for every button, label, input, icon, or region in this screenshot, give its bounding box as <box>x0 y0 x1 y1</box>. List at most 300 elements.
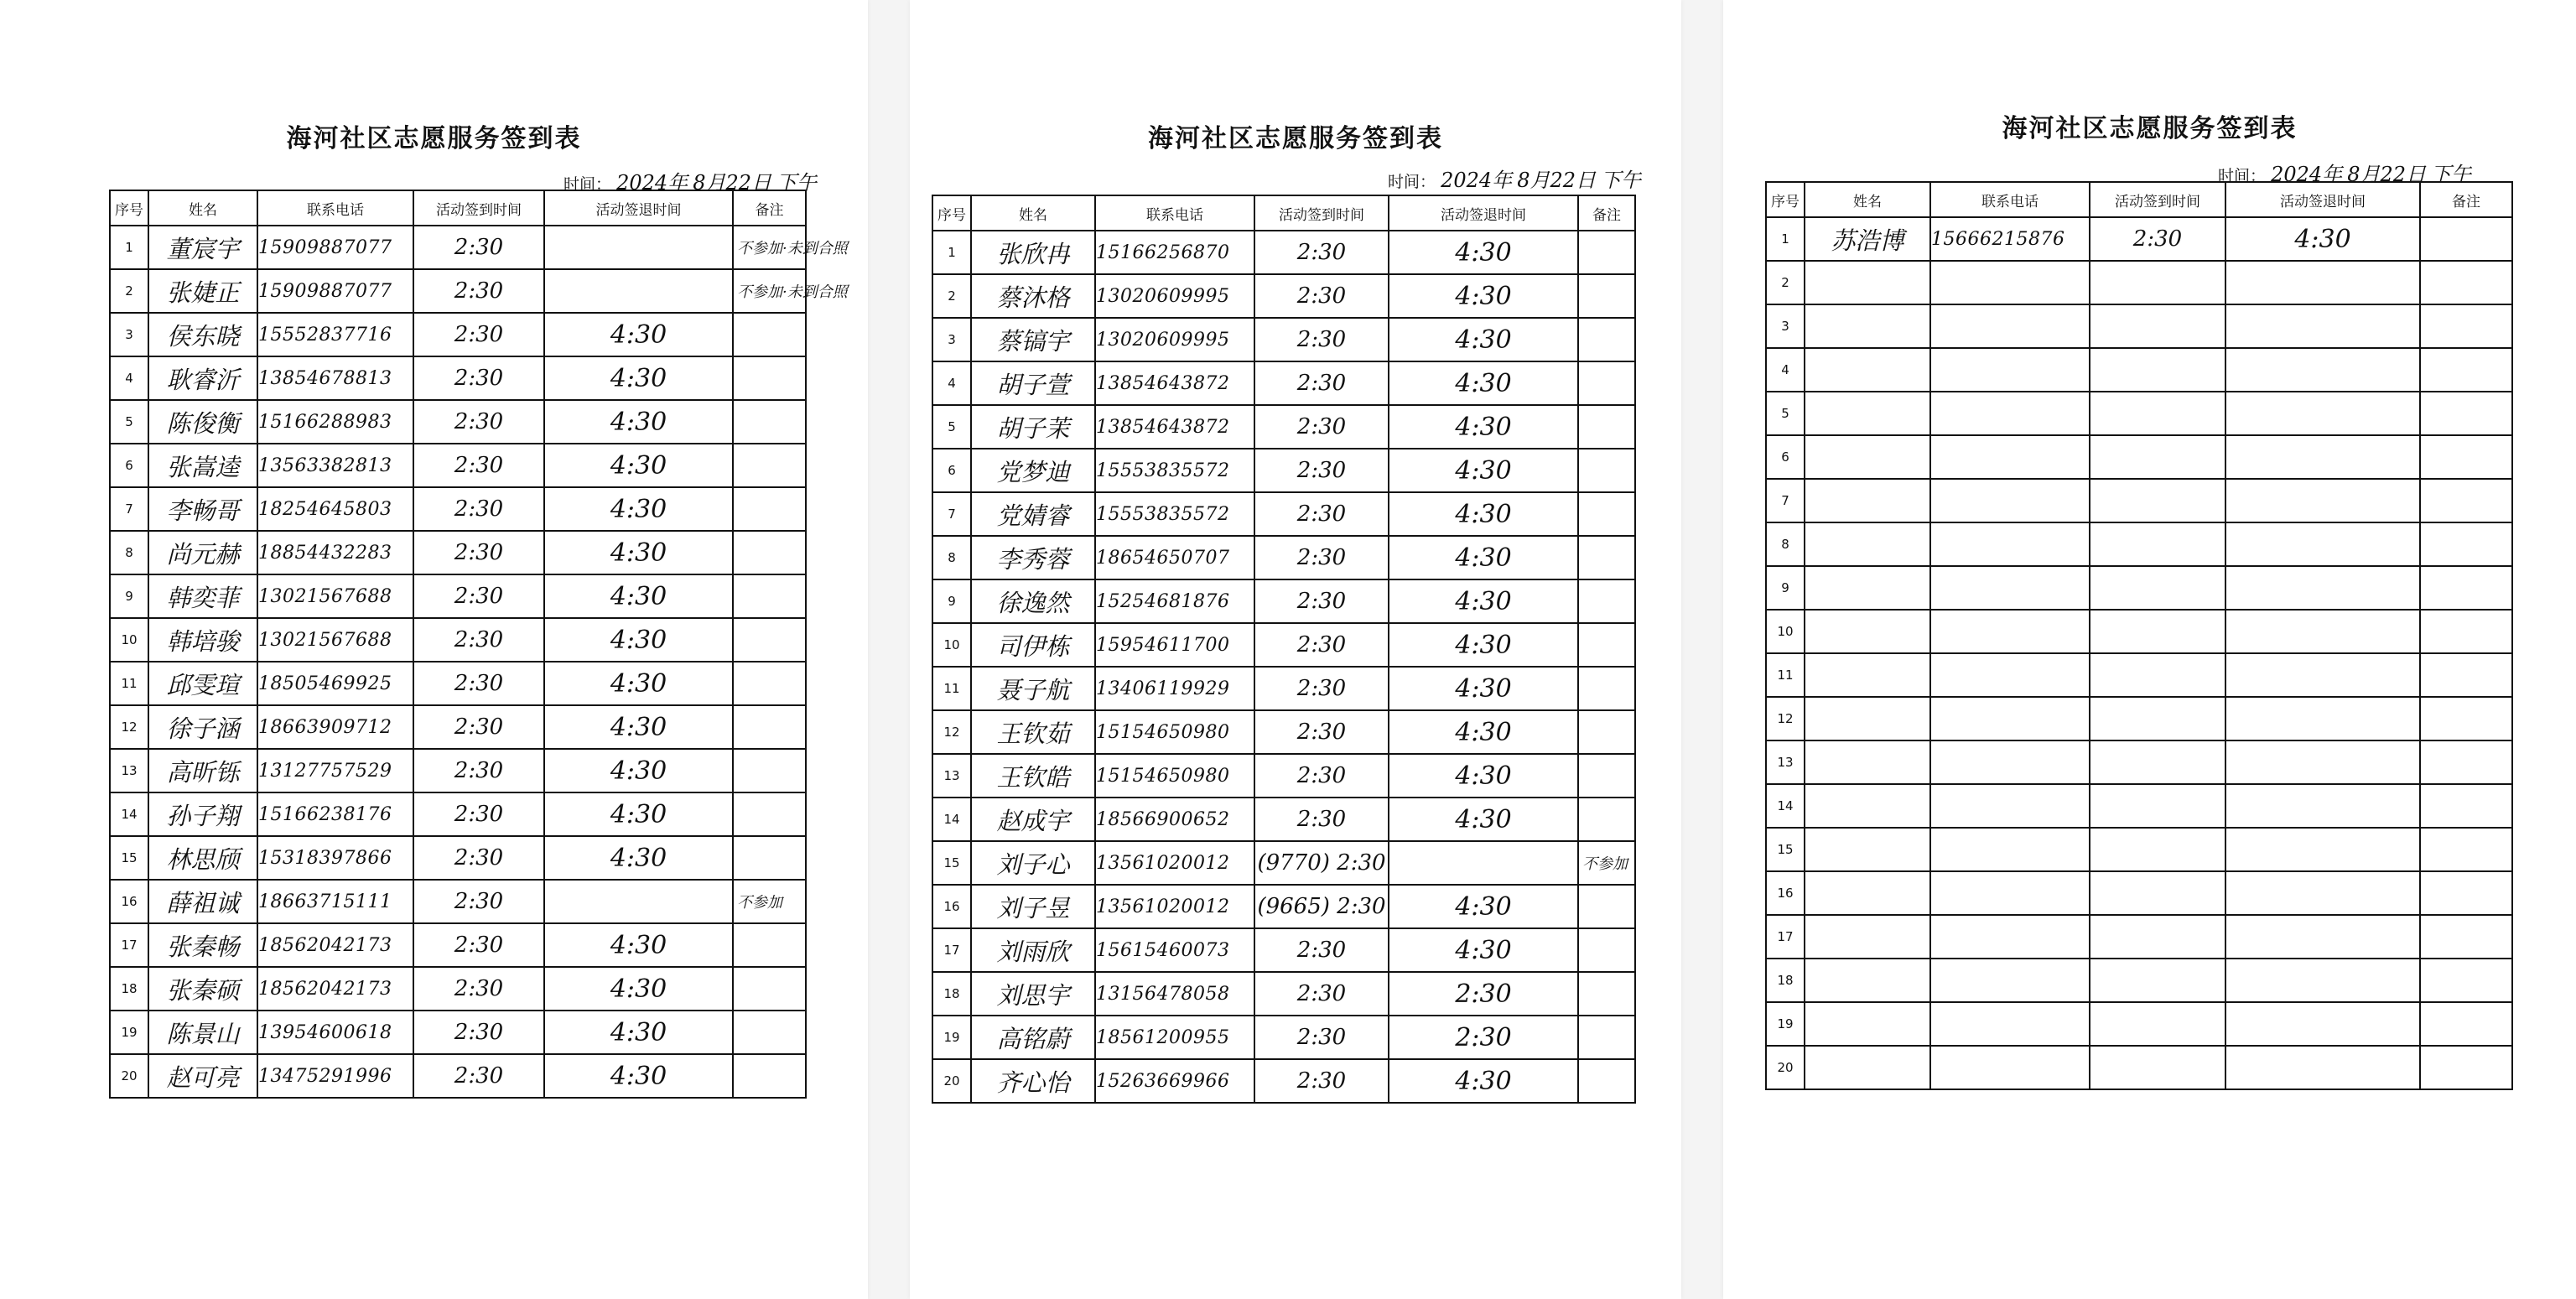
table-row <box>932 667 1635 710</box>
row-index: 18 <box>1766 959 1805 1002</box>
remark <box>2420 784 2512 828</box>
table-row <box>110 1054 806 1098</box>
sign-in-time: 2:30 <box>1254 579 1389 623</box>
col-phone-header: 联系电话 <box>1930 182 2090 217</box>
col-sign-out-time-header: 活动签退时间 <box>2225 182 2420 217</box>
row-index: 10 <box>110 618 148 662</box>
sign-in-time: 2:30 <box>1254 623 1389 667</box>
row-index: 1 <box>1766 217 1805 261</box>
sign-in-time: 2:30 <box>1254 405 1389 449</box>
time-label: 时间： <box>1388 173 1436 191</box>
row-index: 16 <box>110 880 148 923</box>
sign-in-time: 2:30 <box>1254 1059 1389 1103</box>
sign-out-time <box>2225 828 2420 871</box>
table-header-row <box>110 190 806 226</box>
sign-out-time: 4:30 <box>544 792 733 836</box>
phone-number <box>1930 304 2090 348</box>
row-index: 4 <box>1766 348 1805 392</box>
row-index: 2 <box>932 274 971 318</box>
volunteer-name: 刘雨欣 <box>971 928 1095 972</box>
phone-number: 18562042173 <box>257 967 413 1011</box>
sign-in-time <box>2090 610 2225 653</box>
sign-in-time: 2:30 <box>413 1011 544 1054</box>
sign-in-time: 2:30 <box>413 226 544 269</box>
sign-out-time <box>2225 261 2420 304</box>
volunteer-name: 林思颀 <box>148 836 257 880</box>
col-sign-in-time-header: 活动签到时间 <box>413 190 544 226</box>
remark <box>1578 798 1635 841</box>
volunteer-name: 刘子心 <box>971 841 1095 885</box>
volunteer-name <box>1805 828 1930 871</box>
phone-number: 15909887077 <box>257 226 413 269</box>
sign-out-time: 4:30 <box>1389 536 1578 579</box>
remark <box>2420 217 2512 261</box>
sign-out-time: 4:30 <box>544 1011 733 1054</box>
volunteer-name <box>1805 784 1930 828</box>
table-row <box>932 885 1635 928</box>
sign-in-time <box>2090 261 2225 304</box>
remark <box>1578 318 1635 361</box>
phone-number: 15154650980 <box>1095 754 1254 798</box>
volunteer-name <box>1805 522 1930 566</box>
phone-number: 15154650980 <box>1095 710 1254 754</box>
phone-number <box>1930 261 2090 304</box>
row-index: 7 <box>110 487 148 531</box>
col-sign-out-time-header: 活动签退时间 <box>1389 195 1578 231</box>
row-index: 9 <box>1766 566 1805 610</box>
phone-number: 15318397866 <box>257 836 413 880</box>
sign-out-time <box>2225 1046 2420 1089</box>
table-header-row <box>1766 182 2512 217</box>
row-index: 18 <box>110 967 148 1011</box>
volunteer-name: 侯东晓 <box>148 313 257 356</box>
remark <box>2420 1002 2512 1046</box>
volunteer-name: 张秦硕 <box>148 967 257 1011</box>
remark <box>2420 348 2512 392</box>
table-row <box>1766 304 2512 348</box>
sign-out-time: 4:30 <box>1389 274 1578 318</box>
sign-out-time: 4:30 <box>1389 710 1578 754</box>
row-index: 5 <box>110 400 148 444</box>
sign-in-time <box>2090 348 2225 392</box>
phone-number: 13954600618 <box>257 1011 413 1054</box>
table-row <box>1766 217 2512 261</box>
time-period: 下午 <box>776 171 818 195</box>
sign-in-time <box>2090 522 2225 566</box>
table-row <box>110 574 806 618</box>
table-row <box>1766 348 2512 392</box>
remark <box>1578 536 1635 579</box>
phone-number: 15166256870 <box>1095 231 1254 274</box>
sign-in-time: 2:30 <box>413 618 544 662</box>
row-index: 15 <box>1766 828 1805 871</box>
row-index: 19 <box>932 1016 971 1059</box>
volunteer-name <box>1805 740 1930 784</box>
sign-in-time: 2:30 <box>1254 667 1389 710</box>
table-row <box>110 444 806 487</box>
sign-out-time: 4:30 <box>1389 885 1578 928</box>
phone-number: 15254681876 <box>1095 579 1254 623</box>
volunteer-name: 韩奕菲 <box>148 574 257 618</box>
table-row <box>110 705 806 749</box>
table-row <box>110 269 806 313</box>
table-row <box>932 710 1635 754</box>
phone-number: 13854643872 <box>1095 361 1254 405</box>
volunteer-name: 徐逸然 <box>971 579 1095 623</box>
phone-number: 15553835572 <box>1095 449 1254 492</box>
sign-out-time: 4:30 <box>544 618 733 662</box>
table-row <box>110 313 806 356</box>
phone-number <box>1930 1002 2090 1046</box>
col-sign-in-time-header: 活动签到时间 <box>1254 195 1389 231</box>
volunteer-name: 徐子涵 <box>148 705 257 749</box>
phone-number <box>1930 610 2090 653</box>
time-year: 2024年 <box>2271 163 2343 186</box>
table-row <box>932 754 1635 798</box>
volunteer-name: 胡子茉 <box>971 405 1095 449</box>
sign-out-time <box>2225 784 2420 828</box>
phone-number: 13561020012 <box>1095 841 1254 885</box>
remark <box>1578 1016 1635 1059</box>
sign-in-time: 2:30 <box>413 792 544 836</box>
sign-out-time <box>544 226 733 269</box>
row-index: 10 <box>1766 610 1805 653</box>
sign-in-time: 2:30 <box>1254 492 1389 536</box>
row-index: 18 <box>932 972 971 1016</box>
volunteer-name <box>1805 959 1930 1002</box>
row-index: 7 <box>1766 479 1805 522</box>
volunteer-name <box>1805 697 1930 740</box>
row-index: 20 <box>110 1054 148 1098</box>
table-header-row <box>932 195 1635 231</box>
remark <box>1578 361 1635 405</box>
volunteer-name: 张嵩逵 <box>148 444 257 487</box>
sign-out-time: 4:30 <box>544 967 733 1011</box>
sign-in-time <box>2090 915 2225 959</box>
table-row <box>1766 1002 2512 1046</box>
table-row <box>932 361 1635 405</box>
remark <box>1578 405 1635 449</box>
volunteer-name: 韩培骏 <box>148 618 257 662</box>
remark <box>1578 231 1635 274</box>
volunteer-name: 刘思宇 <box>971 972 1095 1016</box>
volunteer-name <box>1805 653 1930 697</box>
phone-number: 18663909712 <box>257 705 413 749</box>
volunteer-name: 陈俊衡 <box>148 400 257 444</box>
volunteer-name: 陈景山 <box>148 1011 257 1054</box>
row-index: 13 <box>1766 740 1805 784</box>
col-name-header: 姓名 <box>148 190 257 226</box>
sign-in-time: 2:30 <box>413 662 544 705</box>
table-row <box>1766 566 2512 610</box>
volunteer-name: 耿睿沂 <box>148 356 257 400</box>
sign-in-time: 2:30 <box>413 269 544 313</box>
col-name-header: 姓名 <box>971 195 1095 231</box>
col-sign-out-time-header: 活动签退时间 <box>544 190 733 226</box>
sign-out-time: 4:30 <box>544 531 733 574</box>
sign-in-time: 2:30 <box>413 836 544 880</box>
remark <box>1578 972 1635 1016</box>
table-row <box>1766 435 2512 479</box>
row-index: 9 <box>932 579 971 623</box>
table-row <box>110 662 806 705</box>
remark <box>1578 667 1635 710</box>
row-index: 16 <box>932 885 971 928</box>
sign-in-time: 2:30 <box>413 923 544 967</box>
sign-in-time <box>2090 871 2225 915</box>
table-row <box>1766 522 2512 566</box>
phone-number: 15666215876 <box>1930 217 2090 261</box>
table-row <box>110 967 806 1011</box>
sign-out-time: 4:30 <box>1389 579 1578 623</box>
sign-in-time: 2:30 <box>413 574 544 618</box>
phone-number: 15615460073 <box>1095 928 1254 972</box>
sign-in-time: 2:30 <box>1254 274 1389 318</box>
remark <box>2420 522 2512 566</box>
sign-out-time: 4:30 <box>1389 449 1578 492</box>
volunteer-name: 聂子航 <box>971 667 1095 710</box>
row-index: 14 <box>932 798 971 841</box>
sign-out-time: 4:30 <box>544 705 733 749</box>
table-row <box>932 231 1635 274</box>
sign-in-table <box>932 195 1636 1104</box>
sign-out-time <box>1389 841 1578 885</box>
row-index: 11 <box>1766 653 1805 697</box>
sign-out-time <box>544 880 733 923</box>
remark <box>1578 885 1635 928</box>
phone-number <box>1930 522 2090 566</box>
sign-out-time: 4:30 <box>544 574 733 618</box>
sign-out-time: 4:30 <box>544 487 733 531</box>
sign-in-time <box>2090 740 2225 784</box>
sign-in-time: 2:30 <box>413 880 544 923</box>
sign-in-time: 2:30 <box>1254 710 1389 754</box>
remark <box>2420 435 2512 479</box>
row-index: 6 <box>110 444 148 487</box>
table-row <box>1766 1046 2512 1089</box>
remark <box>733 792 806 836</box>
remark <box>733 1011 806 1054</box>
table-row <box>1766 915 2512 959</box>
volunteer-name: 胡子萱 <box>971 361 1095 405</box>
table-row <box>110 618 806 662</box>
row-index: 4 <box>932 361 971 405</box>
col-phone-header: 联系电话 <box>1095 195 1254 231</box>
volunteer-name: 刘子昱 <box>971 885 1095 928</box>
volunteer-name <box>1805 1046 1930 1089</box>
remark <box>733 356 806 400</box>
remark <box>1578 841 1635 885</box>
remark <box>733 836 806 880</box>
table-row <box>932 1016 1635 1059</box>
volunteer-name: 张欣冉 <box>971 231 1095 274</box>
sign-out-time <box>2225 566 2420 610</box>
phone-number <box>1930 871 2090 915</box>
remark <box>2420 392 2512 435</box>
table-row <box>1766 653 2512 697</box>
sign-in-time: 2:30 <box>1254 318 1389 361</box>
row-index: 12 <box>932 710 971 754</box>
sign-in-time: 2:30 <box>1254 536 1389 579</box>
sign-in-time <box>2090 1046 2225 1089</box>
sign-out-time: 4:30 <box>1389 405 1578 449</box>
row-index: 5 <box>1766 392 1805 435</box>
phone-number <box>1930 784 2090 828</box>
sign-out-time: 4:30 <box>1389 928 1578 972</box>
col-remark-header: 备注 <box>1578 195 1635 231</box>
sign-out-time: 4:30 <box>544 400 733 444</box>
phone-number: 18854432283 <box>257 531 413 574</box>
table-row <box>932 492 1635 536</box>
remark <box>2420 261 2512 304</box>
row-index: 20 <box>1766 1046 1805 1089</box>
phone-number: 13020609995 <box>1095 318 1254 361</box>
phone-number: 15553835572 <box>1095 492 1254 536</box>
sign-out-time <box>2225 348 2420 392</box>
sign-out-time: 4:30 <box>1389 623 1578 667</box>
sign-out-time: 4:30 <box>1389 1059 1578 1103</box>
remark-text: 不参加 <box>737 894 782 912</box>
volunteer-name <box>1805 261 1930 304</box>
remark <box>1578 579 1635 623</box>
sign-in-time: 2:30 <box>2090 217 2225 261</box>
time-date: 8月22日 <box>1517 169 1596 192</box>
sign-in-time: 2:30 <box>1254 1016 1389 1059</box>
sign-in-time: (9665) 2:30 <box>1254 885 1389 928</box>
remark <box>733 923 806 967</box>
remark-text: 不参加·未到合照 <box>737 283 848 301</box>
sign-in-time: 2:30 <box>413 749 544 792</box>
table-row <box>1766 959 2512 1002</box>
col-phone-header: 联系电话 <box>257 190 413 226</box>
volunteer-name: 王钦皓 <box>971 754 1095 798</box>
remark <box>2420 740 2512 784</box>
remark <box>2420 566 2512 610</box>
table-row <box>110 400 806 444</box>
remark <box>733 662 806 705</box>
time-label: 时间： <box>564 175 612 194</box>
remark <box>733 400 806 444</box>
table-row <box>1766 740 2512 784</box>
row-index: 9 <box>110 574 148 618</box>
table-row <box>932 405 1635 449</box>
row-index: 13 <box>110 749 148 792</box>
remark <box>733 487 806 531</box>
sign-in-time: 2:30 <box>1254 972 1389 1016</box>
table-row <box>932 928 1635 972</box>
sign-in-time: 2:30 <box>413 967 544 1011</box>
phone-number: 13561020012 <box>1095 885 1254 928</box>
remark <box>2420 610 2512 653</box>
phone-number <box>1930 959 2090 1002</box>
sign-out-time <box>2225 392 2420 435</box>
volunteer-name <box>1805 871 1930 915</box>
sign-in-time: 2:30 <box>1254 449 1389 492</box>
table-row <box>1766 697 2512 740</box>
sign-in-time: 2:30 <box>1254 754 1389 798</box>
volunteer-name: 孙子翔 <box>148 792 257 836</box>
row-index: 8 <box>932 536 971 579</box>
remark <box>1578 274 1635 318</box>
table-row <box>110 749 806 792</box>
sign-in-time: 2:30 <box>1254 928 1389 972</box>
phone-number: 13021567688 <box>257 618 413 662</box>
phone-number: 13475291996 <box>257 1054 413 1098</box>
row-index: 2 <box>1766 261 1805 304</box>
phone-number <box>1930 915 2090 959</box>
table-row <box>932 536 1635 579</box>
phone-number <box>1930 653 2090 697</box>
volunteer-name: 党婧睿 <box>971 492 1095 536</box>
sign-in-time <box>2090 653 2225 697</box>
phone-number: 15954611700 <box>1095 623 1254 667</box>
sign-in-sheet-1 <box>0 0 868 1299</box>
table-row <box>932 972 1635 1016</box>
time-date: 8月22日 <box>2347 163 2426 186</box>
row-index: 12 <box>110 705 148 749</box>
sign-in-time: 2:30 <box>413 1054 544 1098</box>
phone-number: 13563382813 <box>257 444 413 487</box>
row-index: 2 <box>110 269 148 313</box>
col-sign-in-time-header: 活动签到时间 <box>2090 182 2225 217</box>
table-row <box>932 798 1635 841</box>
volunteer-name: 党梦迪 <box>971 449 1095 492</box>
phone-number <box>1930 435 2090 479</box>
volunteer-name <box>1805 1002 1930 1046</box>
row-index: 8 <box>110 531 148 574</box>
row-index: 11 <box>110 662 148 705</box>
row-index: 15 <box>110 836 148 880</box>
sign-in-time <box>2090 697 2225 740</box>
phone-number <box>1930 740 2090 784</box>
remark <box>2420 697 2512 740</box>
phone-number: 18254645803 <box>257 487 413 531</box>
remark <box>2420 304 2512 348</box>
table-row <box>1766 261 2512 304</box>
row-index: 13 <box>932 754 971 798</box>
volunteer-name: 蔡沐格 <box>971 274 1095 318</box>
remark <box>733 269 848 313</box>
row-index: 11 <box>932 667 971 710</box>
sign-out-time: 4:30 <box>1389 318 1578 361</box>
time-date: 8月22日 <box>693 171 771 195</box>
row-index: 3 <box>110 313 148 356</box>
remark <box>1578 623 1635 667</box>
phone-number <box>1930 1046 2090 1089</box>
remark <box>2420 959 2512 1002</box>
phone-number: 13127757529 <box>257 749 413 792</box>
phone-number: 13854678813 <box>257 356 413 400</box>
row-index: 14 <box>1766 784 1805 828</box>
sign-out-time <box>2225 959 2420 1002</box>
remark-text: 不参加 <box>1582 855 1628 873</box>
sign-in-time: 2:30 <box>413 531 544 574</box>
sign-in-time <box>2090 828 2225 871</box>
phone-number <box>1930 697 2090 740</box>
table-row <box>1766 392 2512 435</box>
table-row <box>110 531 806 574</box>
sheet-title: 海河社区志愿服务签到表 <box>286 124 582 153</box>
col-index-header: 序号 <box>1766 182 1805 217</box>
sign-out-time: 4:30 <box>544 356 733 400</box>
sign-out-time <box>2225 697 2420 740</box>
remark <box>2420 1046 2512 1089</box>
time-period: 下午 <box>2431 163 2472 186</box>
phone-number: 13854643872 <box>1095 405 1254 449</box>
row-index: 10 <box>932 623 971 667</box>
remark <box>733 1054 806 1098</box>
sign-in-time: 2:30 <box>1254 798 1389 841</box>
